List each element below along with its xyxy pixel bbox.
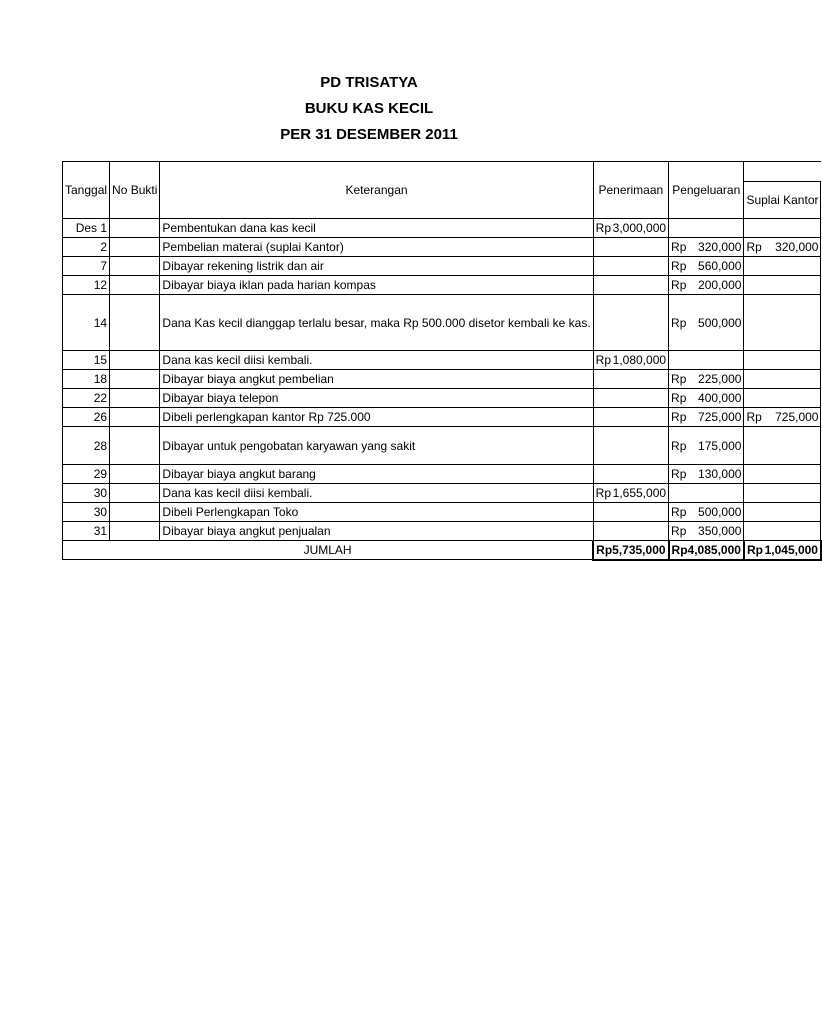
amount: 225,000: [698, 372, 742, 386]
cell-tanggal: 12: [63, 276, 110, 295]
table-row: [63, 427, 821, 465]
amount: 500,000: [698, 315, 742, 330]
cell-keterangan: Dibeli Perlengkapan Toko: [160, 503, 593, 522]
cell-keterangan: Dana kas kecil diisi kembali.: [160, 484, 593, 503]
cell-penerimaan: [593, 522, 668, 541]
amount: 4,085,000: [687, 542, 741, 557]
amount: 320,000: [698, 240, 742, 254]
cell-keterangan: Dibayar biaya angkut pembelian: [160, 370, 593, 389]
totals-label: JUMLAH: [63, 541, 594, 560]
table-row: [63, 295, 821, 351]
currency-symbol: Rp: [746, 542, 763, 557]
cell-no-bukti: [110, 503, 160, 522]
table-row: [63, 238, 821, 257]
cell-no-bukti: [110, 276, 160, 295]
cell-keterangan: Dibayar biaya angkut barang: [160, 465, 593, 484]
total-pengeluaran: [669, 541, 744, 560]
cell-no-bukti: [110, 351, 160, 370]
totals-row: [63, 541, 821, 560]
amount: 500,000: [698, 505, 742, 519]
currency-symbol: Rp: [671, 542, 688, 557]
cell-pengeluaran: [669, 389, 744, 408]
currency-symbol: Rp: [671, 240, 687, 254]
cell-pengeluaran: [669, 219, 744, 238]
cell-suplai-kantor: [744, 484, 821, 503]
cell-penerimaan: [593, 238, 668, 257]
cell-tanggal: 28: [63, 427, 110, 465]
cell-no-bukti: [110, 465, 160, 484]
amount: 175,000: [698, 438, 742, 453]
currency-symbol: Rp: [671, 278, 687, 292]
cell-penerimaan: [593, 465, 668, 484]
cell-penerimaan: [593, 427, 668, 465]
amount: 725,000: [775, 410, 819, 424]
cell-tanggal: Des 1: [63, 219, 110, 238]
cell-penerimaan: [593, 503, 668, 522]
cell-penerimaan: [593, 276, 668, 295]
report-period: PER 31 DESEMBER 2011: [280, 126, 458, 143]
cell-penerimaan: [593, 484, 668, 503]
table-row: [63, 522, 821, 541]
cell-pengeluaran: [669, 351, 744, 370]
currency-symbol: Rp: [671, 391, 687, 405]
cell-tanggal: 30: [63, 503, 110, 522]
total-penerimaan: [593, 541, 668, 560]
col-header-penerimaan: Penerimaan: [593, 162, 668, 219]
cell-no-bukti: [110, 408, 160, 427]
cell-penerimaan: [593, 408, 668, 427]
amount: 725,000: [698, 410, 742, 424]
amount: 400,000: [698, 391, 742, 405]
company-name: PD TRISATYA: [320, 74, 418, 91]
cell-keterangan: Dana kas kecil diisi kembali.: [160, 351, 593, 370]
cell-pengeluaran: [669, 276, 744, 295]
cell-penerimaan: [593, 219, 668, 238]
cell-keterangan: Dibayar biaya iklan pada harian kompas: [160, 276, 593, 295]
cell-suplai-kantor: [744, 427, 821, 465]
currency-symbol: Rp: [596, 542, 613, 557]
currency-symbol: Rp: [671, 438, 687, 453]
cell-suplai-kantor: [744, 276, 821, 295]
cell-pengeluaran: [669, 295, 744, 351]
cell-no-bukti: [110, 389, 160, 408]
cell-suplai-kantor: [744, 465, 821, 484]
report-heading: [62, 70, 676, 148]
amount: 130,000: [698, 467, 742, 481]
currency-symbol: Rp: [595, 221, 611, 235]
col-header-no-bukti: No Bukti: [110, 162, 160, 219]
col-header-tanggal: Tanggal: [63, 162, 110, 219]
cell-keterangan: Dibayar biaya angkut penjualan: [160, 522, 593, 541]
cell-pengeluaran: [669, 484, 744, 503]
cell-suplai-kantor: [744, 351, 821, 370]
cell-keterangan: Dibeli perlengkapan kantor Rp 725.000: [160, 408, 593, 427]
table-row: [63, 257, 821, 276]
currency-symbol: Rp: [671, 410, 687, 424]
cell-pengeluaran: [669, 257, 744, 276]
cell-suplai-kantor: [744, 257, 821, 276]
cell-pengeluaran: [669, 522, 744, 541]
cell-penerimaan: [593, 257, 668, 276]
cell-suplai-kantor: [744, 503, 821, 522]
cell-no-bukti: [110, 427, 160, 465]
petty-cash-table: [62, 161, 822, 561]
cell-no-bukti: [110, 295, 160, 351]
currency-symbol: Rp: [671, 524, 687, 538]
cell-pengeluaran: [669, 408, 744, 427]
cell-tanggal: 7: [63, 257, 110, 276]
currency-symbol: Rp: [671, 467, 687, 481]
table-row: [63, 370, 821, 389]
currency-symbol: Rp: [595, 353, 611, 367]
amount: 560,000: [698, 259, 742, 273]
col-header-spacer: [744, 162, 821, 182]
currency-symbol: Rp: [595, 486, 611, 500]
cell-tanggal: 15: [63, 351, 110, 370]
cell-pengeluaran: [669, 503, 744, 522]
cell-penerimaan: [593, 370, 668, 389]
cell-pengeluaran: [669, 238, 744, 257]
total-suplai-kantor: [744, 541, 821, 560]
amount: 320,000: [775, 240, 819, 254]
currency-symbol: Rp: [671, 259, 687, 273]
table-row: [63, 503, 821, 522]
table-row: [63, 389, 821, 408]
table-row: [63, 465, 821, 484]
amount: 350,000: [698, 524, 742, 538]
cell-no-bukti: [110, 219, 160, 238]
cell-penerimaan: [593, 295, 668, 351]
cell-suplai-kantor: [744, 522, 821, 541]
cell-tanggal: 26: [63, 408, 110, 427]
amount: 5,735,000: [612, 542, 666, 557]
cell-keterangan: Pembelian materai (suplai Kantor): [160, 238, 593, 257]
cell-keterangan: Dibayar untuk pengobatan karyawan yang sakit: [160, 427, 593, 465]
cell-suplai-kantor: [744, 389, 821, 408]
cell-pengeluaran: [669, 370, 744, 389]
amount: 1,080,000: [612, 353, 667, 367]
cell-pengeluaran: [669, 465, 744, 484]
cell-tanggal: 14: [63, 295, 110, 351]
cell-suplai-kantor: [744, 370, 821, 389]
cell-suplai-kantor: [744, 408, 821, 427]
cell-keterangan: Dibayar rekening listrik dan air: [160, 257, 593, 276]
cell-suplai-kantor: [744, 219, 821, 238]
cell-tanggal: 29: [63, 465, 110, 484]
table-row: [63, 408, 821, 427]
cell-keterangan: Dana Kas kecil dianggap terlalu besar, maka Rp 500.000 disetor kembali ke kas.: [160, 295, 593, 351]
currency-symbol: Rp: [671, 372, 687, 386]
table-row: [63, 351, 821, 370]
currency-symbol: Rp: [671, 315, 687, 330]
cell-tanggal: 30: [63, 484, 110, 503]
cell-penerimaan: [593, 389, 668, 408]
amount: 3,000,000: [612, 221, 667, 235]
cell-tanggal: 18: [63, 370, 110, 389]
cell-penerimaan: [593, 351, 668, 370]
cell-tanggal: 22: [63, 389, 110, 408]
cell-keterangan: Dibayar biaya telepon: [160, 389, 593, 408]
amount: 200,000: [698, 278, 742, 292]
amount: 1,655,000: [612, 486, 667, 500]
cell-tanggal: 2: [63, 238, 110, 257]
cell-keterangan: Pembentukan dana kas kecil: [160, 219, 593, 238]
cell-tanggal: 31: [63, 522, 110, 541]
report-title: BUKU KAS KECIL: [304, 100, 434, 117]
col-header-keterangan: Keterangan: [160, 162, 593, 219]
cell-no-bukti: [110, 238, 160, 257]
cell-no-bukti: [110, 484, 160, 503]
cell-no-bukti: [110, 370, 160, 389]
col-header-pengeluaran: Pengeluaran: [669, 162, 744, 219]
currency-symbol: Rp: [746, 410, 762, 424]
cell-suplai-kantor: [744, 238, 821, 257]
table-row: [63, 484, 821, 503]
header-row-top: [63, 162, 821, 182]
currency-symbol: Rp: [746, 240, 762, 254]
cell-suplai-kantor: [744, 295, 821, 351]
table-row: [63, 276, 821, 295]
cell-no-bukti: [110, 257, 160, 276]
amount: 1,045,000: [764, 542, 818, 557]
cell-no-bukti: [110, 522, 160, 541]
currency-symbol: Rp: [671, 505, 687, 519]
table-row: [63, 219, 821, 238]
cell-pengeluaran: [669, 427, 744, 465]
col-header-suplai-kantor: Suplai Kantor: [744, 182, 821, 219]
